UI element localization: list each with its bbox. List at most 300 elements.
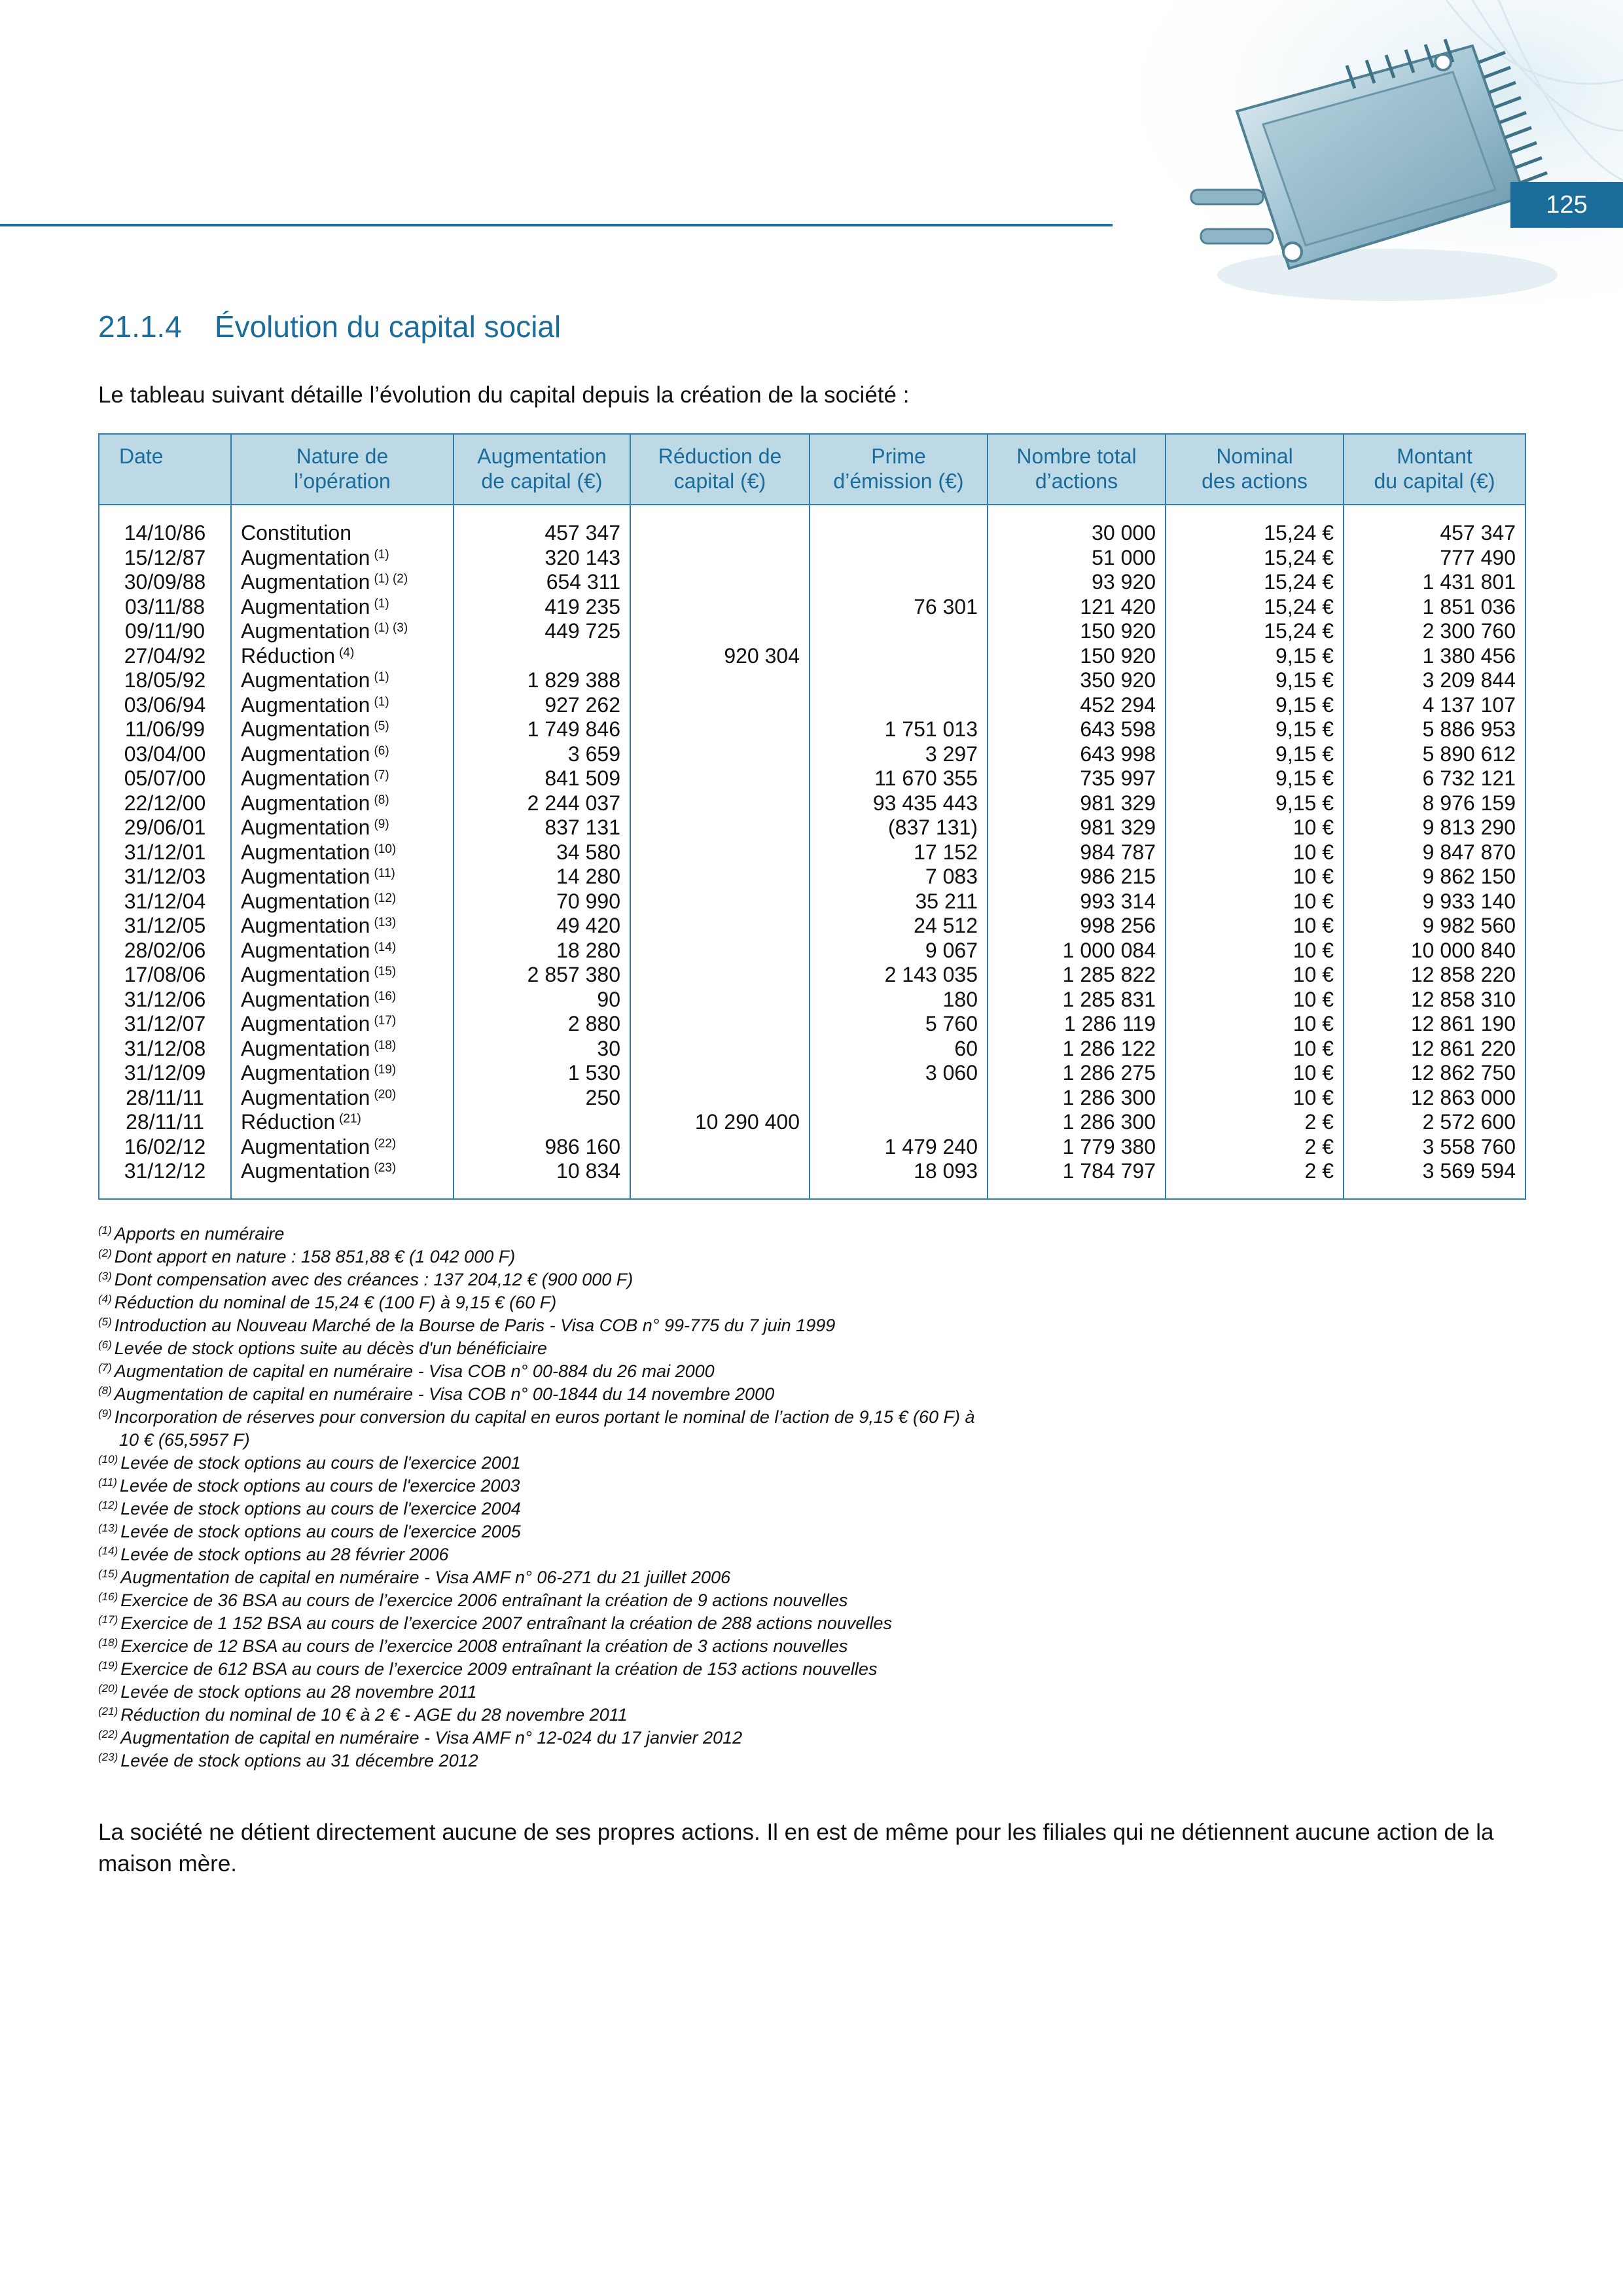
footnote-ref: (10) [374, 842, 397, 856]
footnote-text: Levée de stock options suite au décès d'un bénéficiaire [114, 1338, 547, 1358]
cell-actions: 1 286 300 [988, 1110, 1166, 1135]
table-row [99, 1159, 1525, 1199]
footnote-number: (5) [98, 1316, 112, 1328]
cell-montant: 777 490 [1344, 546, 1525, 571]
cell-nature [231, 1061, 454, 1086]
footnote [98, 1635, 1538, 1658]
footnote-ref: (1) [374, 694, 389, 709]
footnote-text: Levée de stock options au 28 novembre 2011 [120, 1682, 477, 1702]
footnote [98, 1566, 1538, 1589]
footnote-text: Levée de stock options au 31 décembre 2012 [120, 1751, 478, 1770]
footnote-number: (4) [98, 1293, 112, 1305]
table-row [99, 988, 1525, 1013]
cell-augmentation: 986 160 [454, 1135, 630, 1160]
cell-date: 03/04/00 [99, 742, 231, 767]
cell-augmentation: 457 347 [454, 505, 630, 546]
cell-augmentation: 30 [454, 1037, 630, 1062]
cell-nature [231, 791, 454, 816]
cell-date: 11/06/99 [99, 717, 231, 742]
cell-nominal: 15,24 € [1166, 570, 1344, 595]
cell-date: 28/11/11 [99, 1110, 231, 1135]
cell-augmentation: 49 420 [454, 914, 630, 939]
cell-actions: 1 286 119 [988, 1012, 1166, 1037]
cell-montant: 12 863 000 [1344, 1086, 1525, 1111]
footnote-number: (7) [98, 1361, 112, 1374]
footnote-text: Exercice de 12 BSA au cours de l’exercice 2008 entraînant la création de 3 actions nouvelles [120, 1636, 848, 1656]
cell-prime: 1 751 013 [810, 717, 988, 742]
cell-nature [231, 693, 454, 718]
cell-actions: 1 286 300 [988, 1086, 1166, 1111]
cell-actions: 984 787 [988, 840, 1166, 865]
cell-reduction [630, 546, 810, 571]
cell-date: 28/11/11 [99, 1086, 231, 1111]
cell-prime [810, 668, 988, 693]
capital-evolution-table [98, 433, 1526, 1200]
footnote [98, 1498, 1538, 1520]
cell-actions: 51 000 [988, 546, 1166, 571]
footnote-ref: (20) [374, 1087, 397, 1102]
cell-reduction [630, 1159, 810, 1199]
cell-montant: 1 380 456 [1344, 644, 1525, 669]
cell-reduction [630, 742, 810, 767]
cell-nature [231, 1086, 454, 1111]
cell-date: 17/08/06 [99, 963, 231, 988]
cell-date: 14/10/86 [99, 505, 231, 546]
cell-reduction [630, 1135, 810, 1160]
table-row [99, 791, 1525, 816]
cell-nominal: 10 € [1166, 914, 1344, 939]
cell-montant: 12 861 190 [1344, 1012, 1525, 1037]
table-row [99, 1037, 1525, 1062]
cell-actions: 350 920 [988, 668, 1166, 693]
cell-augmentation: 1 749 846 [454, 717, 630, 742]
footnote-text: Exercice de 612 BSA au cours de l’exercice 2009 entraînant la création de 153 actions nouvelles [120, 1659, 878, 1679]
cell-augmentation: 654 311 [454, 570, 630, 595]
cell-actions: 981 329 [988, 791, 1166, 816]
operation-label: Augmentation [241, 717, 370, 741]
cell-augmentation [454, 644, 630, 669]
operation-label: Augmentation [241, 889, 370, 913]
footnote [98, 1223, 1538, 1246]
cell-augmentation: 927 262 [454, 693, 630, 718]
cell-nominal: 9,15 € [1166, 644, 1344, 669]
footnote-ref: (17) [374, 1014, 397, 1028]
cell-montant: 5 890 612 [1344, 742, 1525, 767]
cell-reduction [630, 619, 810, 644]
electronic-package-icon [1106, 0, 1623, 308]
cell-date: 29/06/01 [99, 816, 231, 840]
cell-actions: 1 000 084 [988, 939, 1166, 963]
cell-nominal: 10 € [1166, 1037, 1344, 1062]
cell-date: 31/12/06 [99, 988, 231, 1013]
column-header-line: l’opération [294, 469, 391, 493]
cell-montant: 9 933 140 [1344, 889, 1525, 914]
cell-prime: 17 152 [810, 840, 988, 865]
column-header-line: d’émission (€) [833, 469, 964, 493]
cell-augmentation: 2 244 037 [454, 791, 630, 816]
cell-montant: 12 862 750 [1344, 1061, 1525, 1086]
cell-nominal: 15,24 € [1166, 595, 1344, 620]
cell-prime: 76 301 [810, 595, 988, 620]
cell-nature [231, 742, 454, 767]
cell-actions: 452 294 [988, 693, 1166, 718]
cell-date: 31/12/03 [99, 865, 231, 889]
table-row [99, 644, 1525, 669]
footnote-text: Dont apport en nature : 158 851,88 € (1 042 000 F) [114, 1247, 516, 1266]
cell-reduction [630, 766, 810, 791]
footnote-number: (22) [98, 1728, 118, 1740]
footnote-number: (3) [98, 1270, 112, 1282]
table-row [99, 717, 1525, 742]
cell-montant: 9 862 150 [1344, 865, 1525, 889]
column-header-montant [1344, 434, 1525, 505]
footnote-ref: (22) [374, 1136, 397, 1151]
footnote-ref: (9) [374, 817, 389, 831]
cell-prime: 18 093 [810, 1159, 988, 1199]
cell-reduction [630, 570, 810, 595]
cell-date: 31/12/09 [99, 1061, 231, 1086]
cell-prime [810, 546, 988, 571]
cell-nature [231, 505, 454, 546]
cell-nominal: 10 € [1166, 939, 1344, 963]
cell-augmentation: 837 131 [454, 816, 630, 840]
cell-augmentation: 34 580 [454, 840, 630, 865]
cell-prime: 7 083 [810, 865, 988, 889]
cell-actions: 986 215 [988, 865, 1166, 889]
cell-date: 31/12/04 [99, 889, 231, 914]
table-row [99, 816, 1525, 840]
cell-nature [231, 840, 454, 865]
footnote-text: Augmentation de capital en numéraire - Visa AMF n° 06-271 du 21 juillet 2006 [120, 1568, 731, 1587]
column-header-nominal [1166, 434, 1344, 505]
operation-label: Augmentation [241, 742, 370, 766]
cell-prime [810, 619, 988, 644]
cell-actions: 981 329 [988, 816, 1166, 840]
operation-label: Augmentation [241, 545, 370, 569]
column-header-reduction [630, 434, 810, 505]
footnote-ref: (1) [374, 670, 389, 684]
cell-date: 16/02/12 [99, 1135, 231, 1160]
cell-augmentation: 18 280 [454, 939, 630, 963]
cell-augmentation: 90 [454, 988, 630, 1013]
operation-label: Réduction [241, 643, 336, 668]
footnote-ref: (18) [374, 1038, 397, 1052]
footnote-text: Augmentation de capital en numéraire - Visa COB n° 00-884 du 26 mai 2000 [114, 1361, 715, 1381]
cell-actions: 993 314 [988, 889, 1166, 914]
cell-nominal: 2 € [1166, 1135, 1344, 1160]
cell-nature [231, 914, 454, 939]
column-header-line: de capital (€) [481, 469, 603, 493]
column-header-line: Montant [1397, 444, 1472, 468]
column-header-line: d’actions [1035, 469, 1118, 493]
column-header-line: Nombre total [1016, 444, 1137, 468]
footnote-ref: (4) [339, 645, 355, 660]
table-header-row [99, 434, 1525, 505]
cell-nature [231, 717, 454, 742]
cell-prime [810, 570, 988, 595]
footnote [98, 1589, 1538, 1612]
cell-nominal: 10 € [1166, 840, 1344, 865]
cell-nature [231, 1135, 454, 1160]
cell-reduction [630, 717, 810, 742]
cell-nominal: 9,15 € [1166, 742, 1344, 767]
cell-reduction [630, 1086, 810, 1111]
footnote [98, 1681, 1538, 1704]
cell-actions: 93 920 [988, 570, 1166, 595]
footnote-number: (6) [98, 1338, 112, 1351]
footnote-text: Réduction du nominal de 15,24 € (100 F) à 9,15 € (60 F) [114, 1293, 557, 1312]
cell-nominal: 10 € [1166, 1061, 1344, 1086]
operation-label: Augmentation [241, 816, 370, 839]
cell-augmentation [454, 1110, 630, 1135]
cell-actions: 150 920 [988, 644, 1166, 669]
footnote [98, 1383, 1538, 1406]
column-header-prime [810, 434, 988, 505]
footnote [98, 1543, 1538, 1566]
cell-montant: 3 558 760 [1344, 1135, 1525, 1160]
cell-nominal: 9,15 € [1166, 791, 1344, 816]
table-row [99, 595, 1525, 620]
footnote [98, 1360, 1538, 1383]
column-header-line: Nature de [296, 444, 389, 468]
cell-date: 03/06/94 [99, 693, 231, 718]
footnote-ref: (14) [374, 940, 397, 954]
footnote-ref: (16) [374, 989, 397, 1003]
cell-nominal: 10 € [1166, 963, 1344, 988]
operation-label: Augmentation [241, 791, 370, 815]
column-header-line: Réduction de [658, 444, 782, 468]
cell-date: 27/04/92 [99, 644, 231, 669]
cell-reduction [630, 914, 810, 939]
footnote-number: (19) [98, 1659, 118, 1672]
cell-reduction [630, 595, 810, 620]
operation-label: Augmentation [241, 938, 370, 962]
column-header-line: du capital (€) [1374, 469, 1495, 493]
table-row [99, 889, 1525, 914]
cell-augmentation: 449 725 [454, 619, 630, 644]
footnote-number: (17) [98, 1613, 118, 1626]
footnotes [98, 1223, 1538, 1772]
cell-date: 31/12/08 [99, 1037, 231, 1062]
cell-date: 09/11/90 [99, 619, 231, 644]
cell-reduction [630, 816, 810, 840]
operation-label: Augmentation [241, 692, 370, 717]
cell-actions: 643 998 [988, 742, 1166, 767]
cell-actions: 1 286 122 [988, 1037, 1166, 1062]
footnote-text: Levée de stock options au cours de l'exercice 2003 [119, 1476, 520, 1496]
footnote-ref: (23) [374, 1161, 397, 1175]
cell-montant: 9 813 290 [1344, 816, 1525, 840]
cell-montant: 10 000 840 [1344, 939, 1525, 963]
cell-montant: 6 732 121 [1344, 766, 1525, 791]
table-row [99, 668, 1525, 693]
cell-montant: 9 847 870 [1344, 840, 1525, 865]
cell-actions: 1 286 275 [988, 1061, 1166, 1086]
column-header-line: capital (€) [673, 469, 766, 493]
cell-augmentation: 2 880 [454, 1012, 630, 1037]
cell-montant: 5 886 953 [1344, 717, 1525, 742]
footnote-number: (16) [98, 1590, 118, 1603]
footnote-number: (9) [98, 1407, 112, 1420]
operation-label: Augmentation [241, 914, 370, 937]
cell-date: 31/12/01 [99, 840, 231, 865]
cell-montant: 1 851 036 [1344, 595, 1525, 620]
cell-reduction: 10 290 400 [630, 1110, 810, 1135]
cell-nature [231, 939, 454, 963]
footnote [98, 1291, 1538, 1314]
cell-montant: 3 569 594 [1344, 1159, 1525, 1199]
cell-actions: 121 420 [988, 595, 1166, 620]
footnote-ref: (13) [374, 916, 397, 929]
cell-prime: 35 211 [810, 889, 988, 914]
closing-paragraph: La société ne détient directement aucune de ses propres actions. Il en est de même pour les filiales qui ne détiennent aucune action de la maison mère. [98, 1820, 1494, 1876]
cell-actions: 643 598 [988, 717, 1166, 742]
cell-date: 05/07/00 [99, 766, 231, 791]
cell-reduction [630, 1061, 810, 1086]
cell-nominal: 9,15 € [1166, 766, 1344, 791]
table-row [99, 619, 1525, 644]
operation-label: Augmentation [241, 987, 370, 1011]
cell-nature [231, 1037, 454, 1062]
column-header-line: des actions [1202, 469, 1308, 493]
footnote-ref: (11) [374, 867, 395, 880]
column-header-actions [988, 434, 1166, 505]
operation-label: Augmentation [241, 963, 370, 986]
table-row [99, 570, 1525, 595]
column-header-line: Nominal [1216, 444, 1293, 468]
table-row [99, 914, 1525, 939]
footnote-text: Introduction au Nouveau Marché de la Bourse de Paris - Visa COB n° 99-775 du 7 juin 1999 [114, 1316, 836, 1335]
cell-date: 03/11/88 [99, 595, 231, 620]
cell-nominal: 15,24 € [1166, 546, 1344, 571]
table-row [99, 766, 1525, 791]
column-header-line: Date [119, 444, 164, 468]
footnote [98, 1612, 1538, 1635]
cell-actions: 1 779 380 [988, 1135, 1166, 1160]
cell-date: 15/12/87 [99, 546, 231, 571]
footnote-number: (23) [98, 1751, 118, 1763]
footnote-ref: (8) [374, 793, 389, 807]
cell-montant: 3 209 844 [1344, 668, 1525, 693]
cell-prime: 5 760 [810, 1012, 988, 1037]
cell-date: 30/09/88 [99, 570, 231, 595]
table-row [99, 742, 1525, 767]
cell-nominal: 2 € [1166, 1159, 1344, 1199]
operation-label: Augmentation [241, 865, 370, 888]
cell-montant: 12 861 220 [1344, 1037, 1525, 1062]
footnote-text: Exercice de 1 152 BSA au cours de l’exercice 2007 entraînant la création de 288 actions nouvelles [120, 1613, 892, 1633]
cell-augmentation: 1 530 [454, 1061, 630, 1086]
cell-nature [231, 595, 454, 620]
cell-reduction [630, 1037, 810, 1062]
cell-nature [231, 766, 454, 791]
cell-actions: 30 000 [988, 505, 1166, 546]
cell-date: 18/05/92 [99, 668, 231, 693]
footnote-text: 10 € (65,5957 F) [119, 1430, 250, 1450]
page-number: 125 [1510, 182, 1623, 228]
footnote-text: Levée de stock options au cours de l'exercice 2001 [120, 1453, 521, 1473]
section-title-text: Évolution du capital social [214, 310, 562, 344]
footnote-ref: (21) [339, 1112, 361, 1126]
cell-nature [231, 668, 454, 693]
table-row [99, 1061, 1525, 1086]
cell-reduction [630, 693, 810, 718]
footnote-ref: (12) [374, 891, 397, 905]
operation-label: Constitution [241, 521, 351, 545]
cell-prime [810, 1086, 988, 1111]
cell-nature [231, 988, 454, 1013]
column-header-augmentation [454, 434, 630, 505]
footnote-ref: (15) [374, 965, 397, 978]
footnote [98, 1727, 1538, 1749]
table-row [99, 865, 1525, 889]
footnote-text: Réduction du nominal de 10 € à 2 € - AGE du 28 novembre 2011 [120, 1705, 628, 1725]
footnote-ref: (1) (2) [374, 572, 408, 586]
cell-nature [231, 1012, 454, 1037]
cell-prime [810, 505, 988, 546]
section-title [98, 309, 561, 344]
footnote-text: Dont compensation avec des créances : 137 204,12 € (900 000 F) [114, 1270, 633, 1289]
cell-actions: 1 285 831 [988, 988, 1166, 1013]
footnote-ref: (1) [374, 596, 389, 611]
cell-augmentation: 320 143 [454, 546, 630, 571]
section-number: 21.1.4 [98, 310, 182, 344]
cell-actions: 1 285 822 [988, 963, 1166, 988]
cell-prime: 2 143 035 [810, 963, 988, 988]
cell-montant: 2 572 600 [1344, 1110, 1525, 1135]
cell-nominal: 9,15 € [1166, 717, 1344, 742]
table-row [99, 840, 1525, 865]
cell-nominal: 10 € [1166, 889, 1344, 914]
cell-actions: 1 784 797 [988, 1159, 1166, 1199]
footnote [98, 1520, 1538, 1543]
table-body [99, 505, 1525, 1199]
cell-prime [810, 1110, 988, 1135]
footnote-number: (1) [98, 1224, 112, 1236]
cell-reduction [630, 865, 810, 889]
table-row [99, 963, 1525, 988]
footnote-text: Levée de stock options au cours de l'exercice 2005 [120, 1522, 521, 1541]
cell-date: 22/12/00 [99, 791, 231, 816]
operation-label: Augmentation [241, 570, 370, 594]
cell-reduction [630, 963, 810, 988]
cell-reduction [630, 791, 810, 816]
footnote [98, 1246, 1538, 1268]
cell-augmentation: 2 857 380 [454, 963, 630, 988]
operation-label: Augmentation [241, 1012, 370, 1035]
footnote-text: Exercice de 36 BSA au cours de l’exercice 2006 entraînant la création de 9 actions nouvelles [120, 1590, 848, 1610]
footnote [98, 1704, 1538, 1727]
cell-reduction [630, 988, 810, 1013]
cell-nominal: 9,15 € [1166, 668, 1344, 693]
table-row [99, 546, 1525, 571]
cell-prime: 24 512 [810, 914, 988, 939]
footnote-ref: (19) [374, 1063, 397, 1077]
cell-reduction: 920 304 [630, 644, 810, 669]
cell-prime: 3 060 [810, 1061, 988, 1086]
cell-nature [231, 865, 454, 889]
footnote [98, 1268, 1538, 1291]
cell-augmentation: 70 990 [454, 889, 630, 914]
cell-nature [231, 619, 454, 644]
cell-nominal: 2 € [1166, 1110, 1344, 1135]
table-row [99, 1012, 1525, 1037]
cell-actions: 998 256 [988, 914, 1166, 939]
cell-prime: 11 670 355 [810, 766, 988, 791]
cell-prime: 180 [810, 988, 988, 1013]
cell-date: 31/12/12 [99, 1159, 231, 1199]
footnote-number: (10) [98, 1453, 118, 1465]
